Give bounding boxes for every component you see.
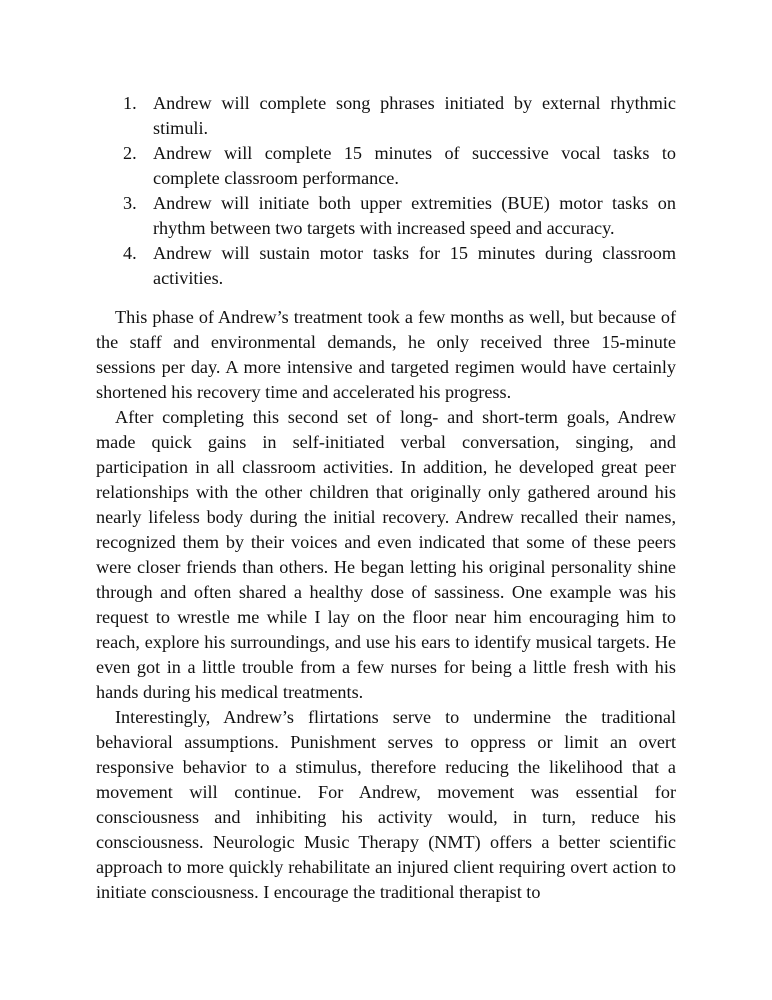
goals-list [96, 91, 676, 291]
list-item-text: Andrew will complete 15 minutes of successive vocal tasks to complete classroom performance. [153, 143, 676, 188]
list-item-number: 3. [123, 193, 137, 213]
document-page [96, 91, 676, 905]
list-item [96, 91, 676, 141]
paragraph: This phase of Andrew’s treatment took a few months as well, but because of the staff and environmental demands, he only received three 15-minute sessions per day. A more intensive and targeted regimen would have certainly shortened his recovery time and accelerated his progress. [96, 307, 676, 402]
paragraph: After completing this second set of long- and short-term goals, Andrew made quick gains in self-initiated verbal conversation, singing, and participation in all classroom activities. In addition, he developed great peer relationships with the other children that originally only gathered around his nearly lifeless body during the initial recovery. Andrew recalled their names, recognized them by their voices and even indicated that some of these peers were closer friends than others. He began letting his original personality shine through and often shared a healthy dose of sassiness. One example was his request to wrestle me while I lay on the floor near him encouraging him to reach, explore his surroundings, and use his ears to identify musical targets. He even got in a little trouble from a few nurses for being a little fresh with his hands during his medical treatments. [96, 407, 676, 702]
list-item [96, 241, 676, 291]
list-item [96, 191, 676, 241]
list-item-number: 4. [123, 243, 137, 263]
list-item-number: 2. [123, 143, 137, 163]
body-text [96, 305, 676, 905]
list-item-text: Andrew will sustain motor tasks for 15 minutes during classroom activities. [153, 243, 676, 288]
list-item-number: 1. [123, 93, 137, 113]
paragraph: Interestingly, Andrew’s flirtations serve to undermine the traditional behavioral assumptions. Punishment serves to oppress or limit an overt responsive behavior to a stimulus, therefore reducing the likelihood that a movement will continue. For Andrew, movement was essential for consciousness and inhibiting his activity would, in turn, reduce his consciousness. Neurologic Music Therapy (NMT) offers a better scientific approach to more quickly rehabilitate an injured client requiring overt action to initiate consciousness. I encourage the traditional therapist to [96, 707, 676, 902]
list-item [96, 141, 676, 191]
list-item-text: Andrew will initiate both upper extremities (BUE) motor tasks on rhythm between two targets with increased speed and accuracy. [153, 193, 676, 238]
list-item-text: Andrew will complete song phrases initiated by external rhythmic stimuli. [153, 93, 676, 138]
